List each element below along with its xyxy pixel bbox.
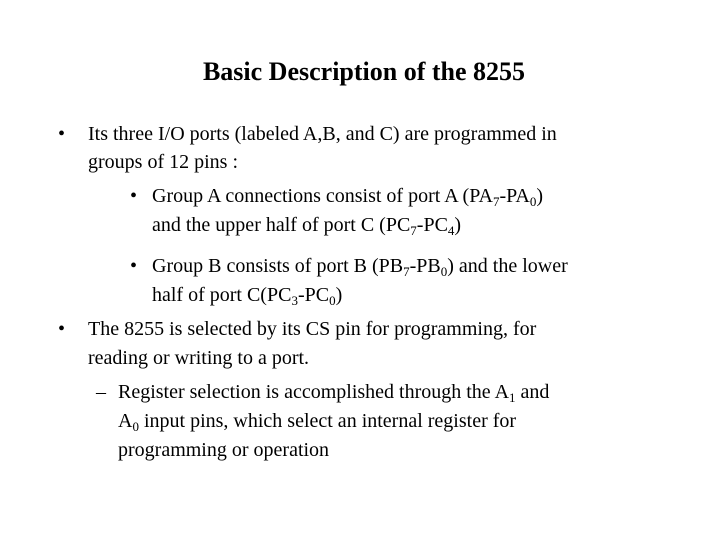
group-b-line-2: half of port $C(PC_3-PC_0)$ [152, 284, 343, 308]
bullet-marker: • [58, 318, 66, 340]
register-line-3: programming or operation [118, 439, 330, 461]
bullet-1-line-1: Its three I/O ports (labeled A,B, and C) are programmed in [88, 123, 557, 145]
sub-bullet-marker: • [130, 185, 138, 207]
group-a-line-1: Group A connections consist of port A $(PA_7-PA_0)$ [152, 185, 543, 209]
slide-title: Basic Description of the 8255 [202, 57, 526, 86]
bullet-2-line-2: reading or writing to a port. [88, 347, 310, 369]
register-line-2: $A_0$ input pins, which select an internal register for [118, 410, 517, 434]
sub-bullet-marker: • [130, 255, 138, 277]
group-b-line-1: Group B consists of port B $(PB_7-PB_0)$ and the lower [152, 255, 568, 279]
bullet-1-line-2: groups of 12 pins : [88, 151, 238, 173]
register-line-1: Register selection is accomplished through the $A_1$ and [118, 381, 550, 405]
group-a-line-2: and the upper half of port C $(PC_7-PC_4)$ [152, 214, 462, 238]
bullet-2-line-1: The 8255 is selected by its CS pin for programming, for [88, 318, 537, 340]
dash-marker: – [96, 381, 106, 403]
bullet-marker: • [58, 123, 66, 145]
